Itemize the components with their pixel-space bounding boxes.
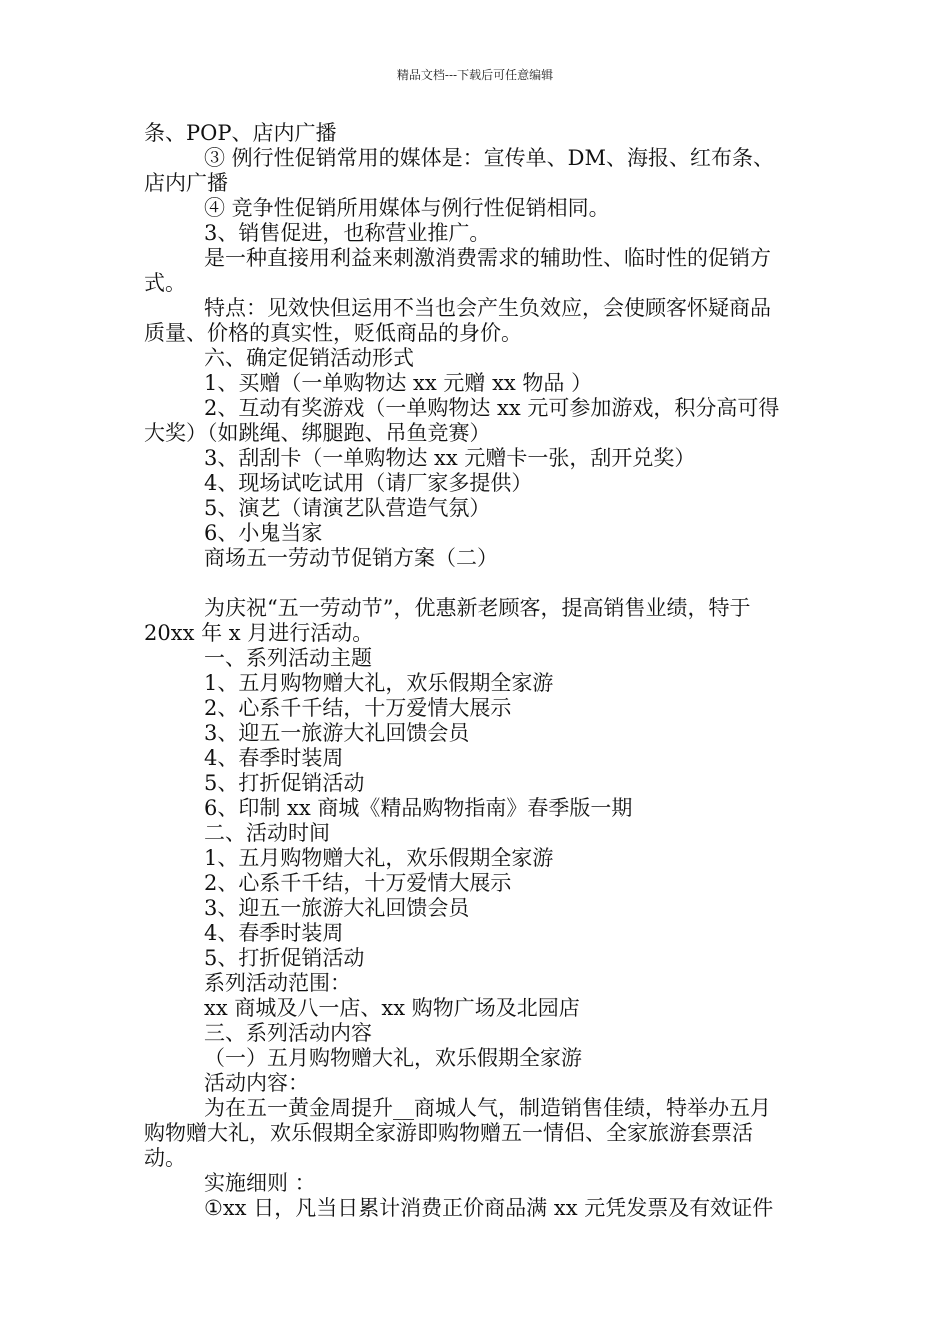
text-line: 动。 xyxy=(144,1146,186,1170)
text-line: ①xx 日，凡当日累计消费正价商品满 xx 元凭发票及有效证件 xyxy=(204,1196,774,1220)
list-item: 6、印制 xx 商城《精品购物指南》春季版一期 xyxy=(204,796,633,820)
document-body xyxy=(144,121,812,1221)
list-item: 5、打折促销活动 xyxy=(204,946,365,970)
text-line: 为在五一黄金周提升__商城人气，制造销售佳绩，特举办五月 xyxy=(204,1096,771,1120)
text-line: 质量、价格的真实性，贬低商品的身价。 xyxy=(144,321,522,345)
list-item: 1、买赠（一单购物达 xx 元赠 xx 物品 ） xyxy=(204,371,593,395)
text-line: 为庆祝“五一劳动节”，优惠新老顾客，提高销售业绩，特于 xyxy=(204,596,751,620)
blank-line xyxy=(144,571,812,596)
section-heading: 六、确定促销活动形式 xyxy=(204,346,414,370)
list-item: 4、春季时装周 xyxy=(204,746,344,770)
page-header: 精品文档---下载后可任意编辑 xyxy=(396,68,554,82)
list-item: 3、迎五一旅游大礼回馈会员 xyxy=(204,721,470,745)
text-line: xx 商城及八一店、xx 购物广场及北园店 xyxy=(204,996,580,1020)
list-item: 1、五月购物赠大礼，欢乐假期全家游 xyxy=(204,846,554,870)
text-line: ③ 例行性促销常用的媒体是：宣传单、DM、海报、红布条、 xyxy=(204,146,775,170)
text-line: 大奖）（如跳绳、绑腿跑、吊鱼竞赛） xyxy=(144,421,491,445)
text-line: 购物赠大礼，欢乐假期全家游即购物赠五一情侣、全家旅游套票活 xyxy=(144,1121,753,1145)
list-item: 4、春季时装周 xyxy=(204,921,344,945)
section-heading: 二、活动时间 xyxy=(204,821,330,845)
list-item: 3、刮刮卡（一单购物达 xx 元赠卡一张，刮开兑奖） xyxy=(204,446,696,470)
text-line: 活动内容： xyxy=(204,1071,309,1095)
subsection-heading: （一）五月购物赠大礼，欢乐假期全家游 xyxy=(204,1046,582,1070)
text-line: 20xx 年 x 月进行活动。 xyxy=(144,621,374,645)
section-heading: 三、系列活动内容 xyxy=(204,1021,372,1045)
text-line: 系列活动范围： xyxy=(204,971,351,995)
text-line: 店内广播 xyxy=(144,171,228,195)
list-item: 2、互动有奖游戏（一单购物达 xx 元可参加游戏，积分高可得 xyxy=(204,396,780,420)
list-item: 1、五月购物赠大礼，欢乐假期全家游 xyxy=(204,671,554,695)
text-line: 式。 xyxy=(144,271,186,295)
text-line: 实施细则 ： xyxy=(204,1171,316,1195)
list-item: 3、迎五一旅游大礼回馈会员 xyxy=(204,896,470,920)
text-line: 特点：见效快但运用不当也会产生负效应，会使顾客怀疑商品 xyxy=(204,296,771,320)
list-item: 5、演艺（请演艺队营造气氛） xyxy=(204,496,491,520)
list-item: 2、心系千千结，十万爱情大展示 xyxy=(204,871,512,895)
document-title: 商场五一劳动节促销方案（二） xyxy=(204,546,498,570)
list-item: 4、现场试吃试用（请厂家多提供） xyxy=(204,471,533,495)
text-line: ④ 竞争性促销所用媒体与例行性促销相同。 xyxy=(204,196,610,220)
list-item: 6、小鬼当家 xyxy=(204,521,323,545)
list-item: 2、心系千千结，十万爱情大展示 xyxy=(204,696,512,720)
section-heading: 一、系列活动主题 xyxy=(204,646,372,670)
text-line: 条、POP、店内广播 xyxy=(144,121,337,145)
list-item: 5、打折促销活动 xyxy=(204,771,365,795)
text-line: 3、销售促进，也称营业推广。 xyxy=(204,221,491,245)
text-line: 是一种直接用利益来刺激消费需求的辅助性、临时性的促销方 xyxy=(204,246,771,270)
